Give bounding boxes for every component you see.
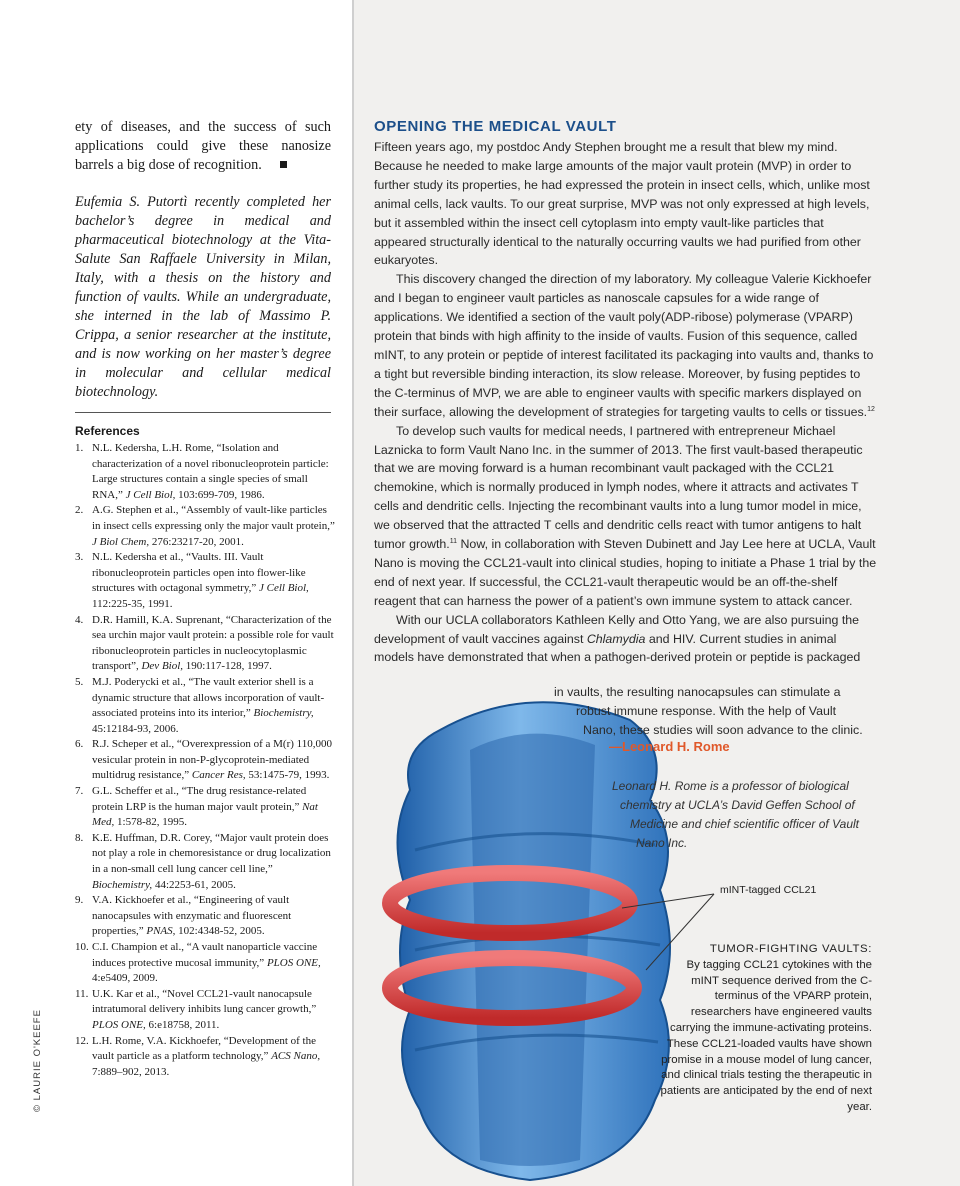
signature: —Leonard H. Rome: [609, 739, 730, 754]
paragraph-1: Fifteen years ago, my postdoc Andy Stephen brought me a result that blew my mind. Because he needed to make large amounts of the major vault protein (MVP) in order to further study its properties, he had expressed the protein in insect cells, which, unlike most animal cells, lack vaults. To our great surprise, MVP was not only expressed at high levels, but it assembled within the insect cell cytoplasm into empty vault-like particles that appeared structurally identical to the naturally occurring vaults we had purified from other eukaryotes.: [374, 140, 870, 268]
author-bio-eufemia: Eufemia S. Putortì recently completed her bachelor’s degree in medical and pharmaceutical biotechnology at the Vita-Salute San Raffaele University in Milan, Italy, with a thesis on the history and function of vaults. While an undergraduate, she interned in the lab of Massimo P. Crippa, a senior researcher at the institute, and is now working on her master’s degree in molecular and cellular medical biotechnology.: [75, 194, 331, 400]
footnote-12: 12: [867, 405, 875, 413]
text-tail-3: Nano, these studies will soon advance to the clinic.: [583, 723, 863, 737]
caption-text: By tagging CCL21 cytokines with the mINT sequence derived from the C-terminus of the VPARP protein, researchers have engineered vaults carrying the immune-activating proteins. These CCL21-loaded vaults have shown promise in a mouse model of lung cancer, and clinical trials testing the therapeutic in patients are anticipated by the end of next year.: [660, 958, 872, 1113]
caption-title: TUMOR-FIGHTING VAULTS:: [709, 943, 872, 955]
figure-caption: [660, 942, 872, 1116]
reference-item: 9. V.A. Kickhoefer et al., “Engineering of vault nanocapsules with enzymatic and fluorescent properties,” PNAS, 102:4348-52, 2005.: [75, 894, 292, 938]
author-bio-line: Nano Inc.: [636, 836, 688, 850]
references-divider: [75, 412, 331, 413]
paragraph-4: With our UCLA collaborators Kathleen Kelly and Otto Yang, we are also pursuing the development of vault vaccines against Chlamydia and HIV. Current studies in animal models have demonstrated that when a pathogen-derived protein or peptide is packaged: [374, 612, 861, 665]
reference-item: 5. M.J. Poderycki et al., “The vault exterior shell is a dynamic structure that allows incorporation of vault-associated proteins into its interior,” Biochemistry, 45:12184-93, 2006.: [75, 675, 325, 735]
paragraph-3: To develop such vaults for medical needs, I partnered with entrepreneur Michael Laznicka to form Vault Nano Inc. in the summer of 2013. The first vault-based therapeutic that we are moving forward is a human recombinant vault packaged with the CCL21 chemokine, which is normally produced in lymph nodes, where it attracts and activates T cells and dendritic cells. Injecting the recombinant vaults into a lung tumor model in mice, we observed that the attracted T cells and dendritic cells react with tumor antigens to halt tumor growth.$^{11}$ Now, in collaboration with Steven Dubinett and Jay Lee here at UCLA, Vault Nano is moving the CCL21-vault into clinical studies, hoping to initiate a Phase 1 trial by the end of next year. If successful, the CCL21-vault therapeutic would be an off-the-shelf reagent that can harness the power of a patient’s own immune system to attack cancer.: [374, 423, 877, 608]
reference-item: 12. L.H. Rome, V.A. Kickhoefer, “Development of the vault particle as a platform technology,” ACS Nano, 7:889–902, 2013.: [75, 1034, 321, 1078]
reference-item: 7. G.L. Scheffer et al., “The drug resistance-related protein LRP is the human major vault protein,” Nat Med, 1:578-82, 1995.: [75, 785, 318, 829]
illustration-credit: © LAURIE O'KEEFE: [32, 1009, 43, 1112]
references-heading: References: [75, 424, 140, 438]
reference-item: 11. U.K. Kar et al., “Novel CCL21-vault nanocapsule intratumoral delivery inhibits lung cancer growth,” PLOS ONE, 6:e18758, 2011.: [75, 987, 317, 1031]
end-mark: [280, 161, 287, 168]
text-tail-1: in vaults, the resulting nanocapsules can stimulate a: [554, 685, 841, 699]
paragraph-2: This discovery changed the direction of my laboratory. My colleague Valerie Kickhoefer and I began to engineer vault particles as nanoscale capsules for a wide range of applications. We identified a section of the vault poly(ADP-ribose) polymerase (VPARP) protein that binds with high affinity to the inside of vaults. Fusion of this sequence, called mINT, to any protein or peptide of interest facilitated its packaging into vaults and, thanks to a tight but reversible binding interaction, its slow release. Moreover, by fusing peptides to the C-terminus of MVP, we are able to engineer vaults with specific markers displayed on their surface, allowing the development of strategies for targeting vaults to cells or tissues.$^{12}$: [374, 272, 875, 419]
left-column: [0, 0, 352, 1186]
author-bio-line: Leonard H. Rome is a professor of biological: [612, 779, 849, 793]
author-bio-line: chemistry at UCLA’s David Geffen School of: [620, 798, 855, 812]
sidebar-title: OPENING THE MEDICAL VAULT: [374, 118, 617, 135]
author-bio-line: Medicine and chief scientific officer of Vault: [630, 817, 860, 831]
reference-item: 1. N.L. Kedersha, L.H. Rome, “Isolation and characterization of a novel ribonucleoprotein particle: Large structures contain a single species of small RNA,” J Cell Biol, 103:699-709, 1986.: [75, 442, 329, 501]
reference-item: 8. K.E. Huffman, D.R. Corey, “Major vault protein does not play a role in chemoresistance or drug localization in a non-small cell lung cancer cell line,” Biochemistry, 44:2253-61, 2005.: [75, 831, 331, 891]
text-tail-2: robust immune response. With the help of Vault: [576, 704, 837, 718]
footnote-11: 11: [449, 537, 458, 545]
reference-item: 10. C.I. Champion et al., “A vault nanoparticle vaccine induces protective mucosal immunity,” PLOS ONE, 4:e5409, 2009.: [75, 941, 321, 985]
reference-item: 2. A.G. Stephen et al., “Assembly of vault-like particles in insect cells expressing only the major vault protein,” J Biol Chem, 276:23217-20, 2001.: [75, 504, 335, 548]
references-list: [75, 441, 335, 1080]
reference-item: 6. R.J. Scheper et al., “Overexpression of a M(r) 110,000 vesicular protein in non-P-glycoprotein-mediated multidrug resistance,” Cancer Res, 53:1475-79, 1993.: [75, 738, 332, 782]
figure-label: mINT-tagged CCL21: [720, 884, 817, 896]
reference-item: 3. N.L. Kedersha et al., “Vaults. III. Vault ribonucleoprotein particles open into flower-like structures with octagonal symmetry,” J Cell Biol, 112:225-35, 1991.: [75, 551, 309, 610]
sidebar-article: [354, 0, 960, 1186]
reference-item: 4. D.R. Hamill, K.A. Suprenant, “Characterization of the sea urchin major vault protein: a possible role for vault ribonucleoprotein particles in nucleocytoplasmic transport”, Dev Biol, 190:117-128, 1997.: [75, 613, 334, 673]
intro-paragraph: ety of diseases, and the success of such applications could give these nanosize barrels a big dose of recognition.: [75, 119, 331, 173]
author-bio-rome: [604, 777, 864, 853]
